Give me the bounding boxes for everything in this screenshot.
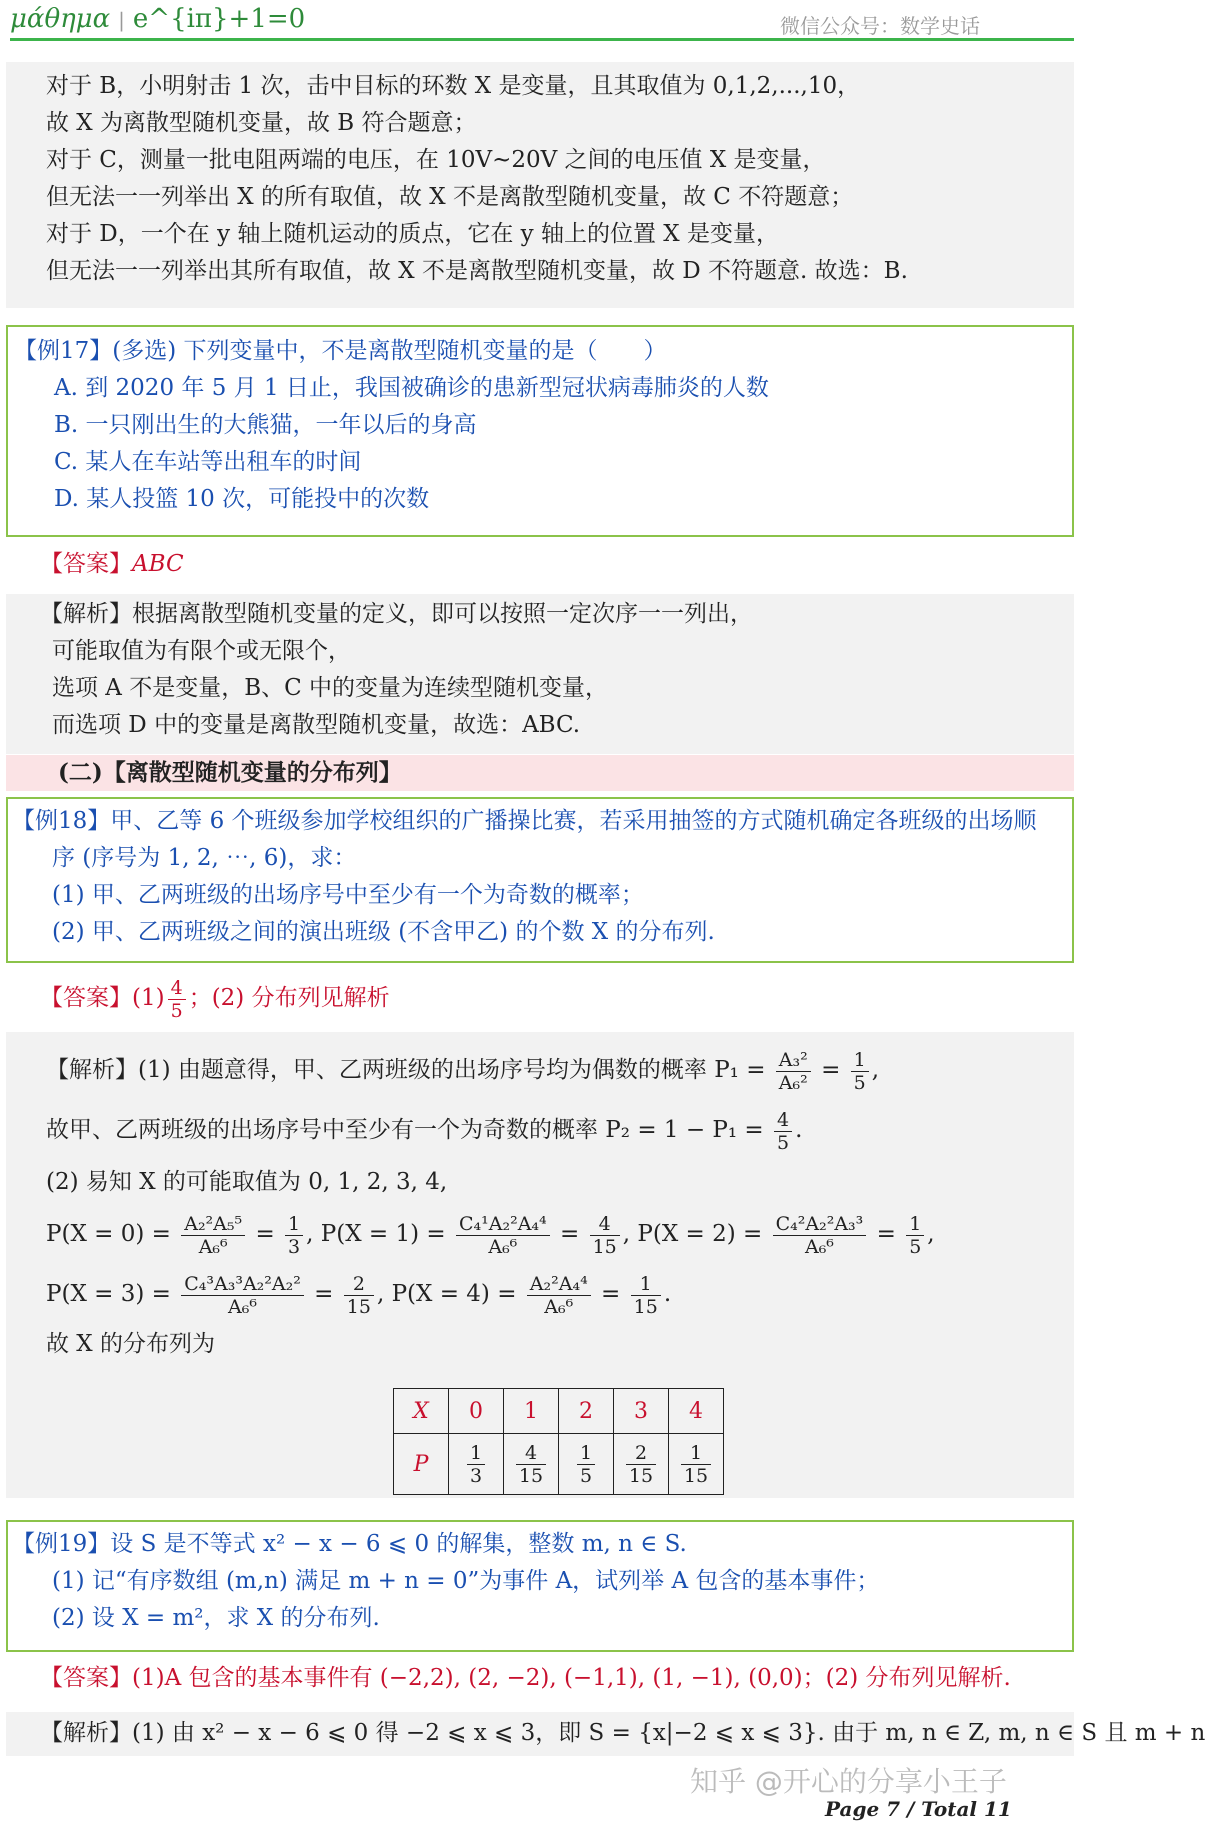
public-account-label: 微信公众号：数学史话 — [780, 14, 980, 38]
example-17-analysis — [6, 594, 1074, 754]
example-17-stem — [14, 333, 1072, 370]
fraction-numerator: 4 — [516, 1442, 546, 1465]
fraction-denominator: 5 — [777, 1131, 790, 1154]
analysis-line: 【解析】(1) 由 x² − x − 6 ⩽ 0 得 −2 ⩽ x ⩽ 3，即 S = {x|−2 ⩽ x ⩽ 3}. 由于 m, n ∈ Z, m, n ∈ S 且 m + n — [40, 1720, 1205, 1746]
option-c: C. 某人在车站等出租车的时间 — [54, 449, 362, 475]
fraction — [774, 1109, 792, 1154]
fraction-numerator: C₄²A₂²A₃³ — [773, 1213, 867, 1236]
analysis-line: 而选项 D 中的变量是离散型随机变量，故选：ABC. — [52, 712, 581, 738]
table-cell: 1 — [504, 1389, 559, 1434]
fraction-numerator: A₂²A₄⁴ — [527, 1273, 591, 1296]
solution-line: 故 X 为离散型随机变量，故 B 符合题意； — [46, 110, 477, 136]
solution-line: 对于 C，测量一批电阻两端的电压，在 10V~20V 之间的电压值 X 是变量， — [46, 147, 826, 173]
example-18-box — [6, 797, 1074, 963]
header-divider — [10, 38, 1074, 41]
analysis-line: 可能取值为有限个或无限个， — [52, 638, 351, 664]
fraction-numerator: 1 — [577, 1442, 595, 1465]
example-tag: 【例19】 — [12, 1531, 111, 1557]
fraction-numerator: 1 — [851, 1049, 869, 1072]
fraction-denominator: 15 — [592, 1235, 617, 1258]
fraction-denominator: A₆² — [778, 1071, 808, 1094]
solution-line: 对于 B，小明射击 1 次，击中目标的环数 X 是变量，且其取值为 0,1,2,...,10， — [46, 73, 861, 99]
answer-value: ABC — [132, 551, 184, 577]
answer-fraction — [168, 977, 186, 1022]
example-19-box — [6, 1520, 1074, 1652]
page-footer: Page 7 / Total 11 — [825, 1797, 1012, 1821]
table-cell: 3 — [614, 1389, 669, 1434]
fraction — [773, 1213, 867, 1258]
fraction-denominator: A₆⁶ — [488, 1235, 518, 1258]
fraction-denominator: A₆⁶ — [804, 1235, 834, 1258]
fraction-denominator: 15 — [683, 1464, 709, 1487]
example-18-answer — [6, 970, 1074, 1026]
fraction — [527, 1273, 591, 1318]
answer-value: (1)A 包含的基本事件有 (−2,2), (2, −2), (−1,1), (1, −1), (0,0)；(2) 分布列见解析. — [132, 1665, 1011, 1691]
fraction-denominator: 5 — [853, 1071, 866, 1094]
fraction-denominator: A₆⁶ — [228, 1295, 258, 1318]
fraction-numerator: 2 — [344, 1273, 374, 1296]
fraction-denominator: A₆⁶ — [198, 1235, 228, 1258]
question-1: (1) 记“有序数组 (m,n) 满足 m + n = 0”为事件 A，试列举 A 包含的基本事件； — [52, 1568, 880, 1594]
solution-line: 但无法一一列举出 X 的所有取值，故 X 不是离散型随机变量，故 C 不符题意； — [46, 184, 854, 210]
option-a: A. 到 2020 年 5 月 1 日止，我国被确诊的患新型冠状病毒肺炎的人数 — [54, 375, 769, 401]
fraction-denominator: 3 — [288, 1235, 301, 1258]
fraction — [344, 1273, 374, 1318]
fraction-denominator: 5 — [170, 999, 183, 1022]
fraction — [590, 1213, 620, 1258]
fraction-numerator: 1 — [906, 1213, 924, 1236]
answer-prefix: (1) — [132, 985, 165, 1011]
option-d: D. 某人投篮 10 次，可能投中的次数 — [54, 486, 430, 512]
table-cell — [669, 1434, 724, 1495]
fraction-denominator: 15 — [346, 1295, 371, 1318]
page-header — [0, 0, 1080, 40]
table-cell: 4 — [669, 1389, 724, 1434]
fraction — [851, 1049, 869, 1094]
stem-text: 设 S 是不等式 x² − x − 6 ⩽ 0 的解集，整数 m, n ∈ S. — [110, 1531, 687, 1557]
fraction — [776, 1049, 811, 1094]
fraction-numerator: A₂²A₅⁵ — [181, 1213, 245, 1236]
prob-lhs: P(X = 4) = — [391, 1281, 517, 1307]
table-cell: 0 — [449, 1389, 504, 1434]
probability-row-2: P(X = 3) = $\frac{\text{C₄³A₃³A₂²A₂²}}{\text{A₆⁶}}$ = $\frac{2}{15}$ , P(X = 4) = $\frac{\text{A₂²A₄⁴}}{\text{A₆⁶}}$ = $\frac{1}{15}$ . — [46, 1272, 672, 1318]
table-cell — [449, 1434, 504, 1495]
answer-label: 【答案】 — [40, 985, 132, 1011]
fraction-denominator: 5 — [909, 1235, 922, 1258]
stem-text: 序 (序号为 1, 2, ⋯, 6)，求： — [52, 845, 357, 871]
table-header-x: X — [394, 1389, 449, 1434]
solution-continuation — [6, 62, 1074, 308]
brand-separator: | — [118, 8, 125, 32]
example-tag: 【例18】 — [12, 808, 111, 834]
prob-lhs: P(X = 0) = — [46, 1221, 171, 1247]
analysis-text: 故甲、乙两班级的出场序号中至少有一个为奇数的概率 P₂ = 1 − P₁ = — [46, 1117, 764, 1143]
fraction-numerator: C₄¹A₂²A₄⁴ — [456, 1213, 550, 1236]
fraction-numerator: A₃² — [776, 1049, 811, 1072]
distribution-intro: 故 X 的分布列为 — [46, 1331, 215, 1357]
watermark: 知乎 @开心的分享小王子 — [690, 1765, 1007, 1798]
question-1: (1) 甲、乙两班级的出场序号中至少有一个为奇数的概率； — [52, 882, 644, 908]
table-cell — [614, 1434, 669, 1495]
table-header-p: P — [394, 1434, 449, 1495]
fraction-denominator: A₆⁶ — [544, 1295, 574, 1318]
fraction-numerator: C₄³A₃³A₂²A₂² — [181, 1273, 304, 1296]
fraction — [456, 1213, 550, 1258]
answer-label: 【答案】 — [40, 551, 132, 577]
probability-row-1: P(X = 0) = $\frac{\text{A₂²A₅⁵}}{\text{A₆⁶}}$ = $\frac{1}{3}$ , P(X = 1) = $\frac{\text{C₄¹A₂²A₄⁴}}{\text{A₆⁶}}$ = $\frac{4}{15}$ , P(X = 2) = $\frac{\text{C₄²A₂²A₃³}}{\text{A₆⁶}}$ = $\frac{1}{5}$ , — [46, 1212, 935, 1258]
fraction-numerator: 4 — [590, 1213, 620, 1236]
answer-suffix: ；(2) 分布列见解析 — [188, 985, 390, 1011]
fraction-numerator: 1 — [631, 1273, 661, 1296]
question-2: (2) 设 X = m²，求 X 的分布列. — [52, 1605, 380, 1631]
table-row-x — [394, 1389, 724, 1434]
stem-text: (多选) 下列变量中，不是离散型随机变量的是（ ） — [112, 338, 667, 364]
fraction-denominator: 3 — [469, 1464, 483, 1487]
solution-line: 但无法一一列举出其所有取值，故 X 不是离散型随机变量，故 D 不符题意. 故选：B. — [46, 258, 908, 284]
distribution-table — [393, 1388, 724, 1495]
fraction — [631, 1273, 661, 1318]
fraction-numerator: 1 — [467, 1442, 485, 1465]
fraction — [906, 1213, 924, 1258]
example-tag: 【例17】 — [14, 338, 113, 364]
option-b: B. 一只刚出生的大熊猫，一年以后的身高 — [54, 412, 477, 438]
fraction-numerator: 1 — [681, 1442, 711, 1465]
brand-formula: e^{iπ}+1=0 — [132, 4, 306, 34]
analysis-text: 【解析】(1) 由题意得，甲、乙两班级的出场序号均为偶数的概率 P₁ = — [46, 1057, 766, 1083]
fraction-numerator: 4 — [168, 977, 186, 1000]
table-row-p — [394, 1434, 724, 1495]
example-17-box — [6, 325, 1074, 537]
analysis-line: 【解析】根据离散型随机变量的定义，即可以按照一定次序一一列出， — [40, 601, 753, 627]
brand-name: μάθημα — [10, 4, 111, 34]
fraction-denominator: 15 — [628, 1464, 654, 1487]
analysis-line-2: 故甲、乙两班级的出场序号中至少有一个为奇数的概率 P₂ = 1 − P₁ = $\frac{4}{5}$ . — [46, 1108, 803, 1154]
fraction-numerator: 4 — [774, 1109, 792, 1132]
brand — [10, 4, 305, 34]
prob-lhs: P(X = 3) = — [46, 1281, 171, 1307]
table-cell — [559, 1434, 614, 1495]
fraction-numerator: 1 — [285, 1213, 303, 1236]
example-19-analysis — [6, 1712, 1205, 1756]
fraction-denominator: 5 — [579, 1464, 593, 1487]
equals-sign: = — [821, 1057, 841, 1083]
solution-line: 对于 D，一个在 y 轴上随机运动的质点，它在 y 轴上的位置 X 是变量， — [46, 221, 779, 247]
example-17-answer — [6, 546, 1074, 586]
prob-lhs: P(X = 1) = — [320, 1221, 446, 1247]
stem-text: 甲、乙等 6 个班级参加学校组织的广播操比赛，若采用抽签的方式随机确定各班级的出场顺 — [110, 808, 1037, 834]
analysis-line-3: (2) 易知 X 的可能取值为 0, 1, 2, 3, 4, — [46, 1169, 448, 1195]
fraction-numerator: 2 — [626, 1442, 656, 1465]
table-cell — [504, 1434, 559, 1495]
fraction — [181, 1273, 304, 1318]
analysis-line-1: 【解析】(1) 由题意得，甲、乙两班级的出场序号均为偶数的概率 P₁ = $\frac{\text{A₃²}}{\text{A₆²}}$ = $\frac{1}{5}$ , — [46, 1048, 880, 1094]
analysis-line: 选项 A 不是变量，B、C 中的变量为连续型随机变量， — [52, 675, 609, 701]
fraction-denominator: 15 — [633, 1295, 658, 1318]
prob-lhs: P(X = 2) = — [637, 1221, 763, 1247]
fraction — [285, 1213, 303, 1258]
table-cell: 2 — [559, 1389, 614, 1434]
question-2: (2) 甲、乙两班级之间的演出班级 (不含甲乙) 的个数 X 的分布列. — [52, 919, 715, 945]
example-19-answer — [6, 1660, 1074, 1700]
fraction-denominator: 15 — [518, 1464, 544, 1487]
fraction — [181, 1213, 245, 1258]
section-heading: (二)【离散型随机变量的分布列】 — [6, 755, 1074, 791]
answer-label: 【答案】 — [40, 1665, 132, 1691]
